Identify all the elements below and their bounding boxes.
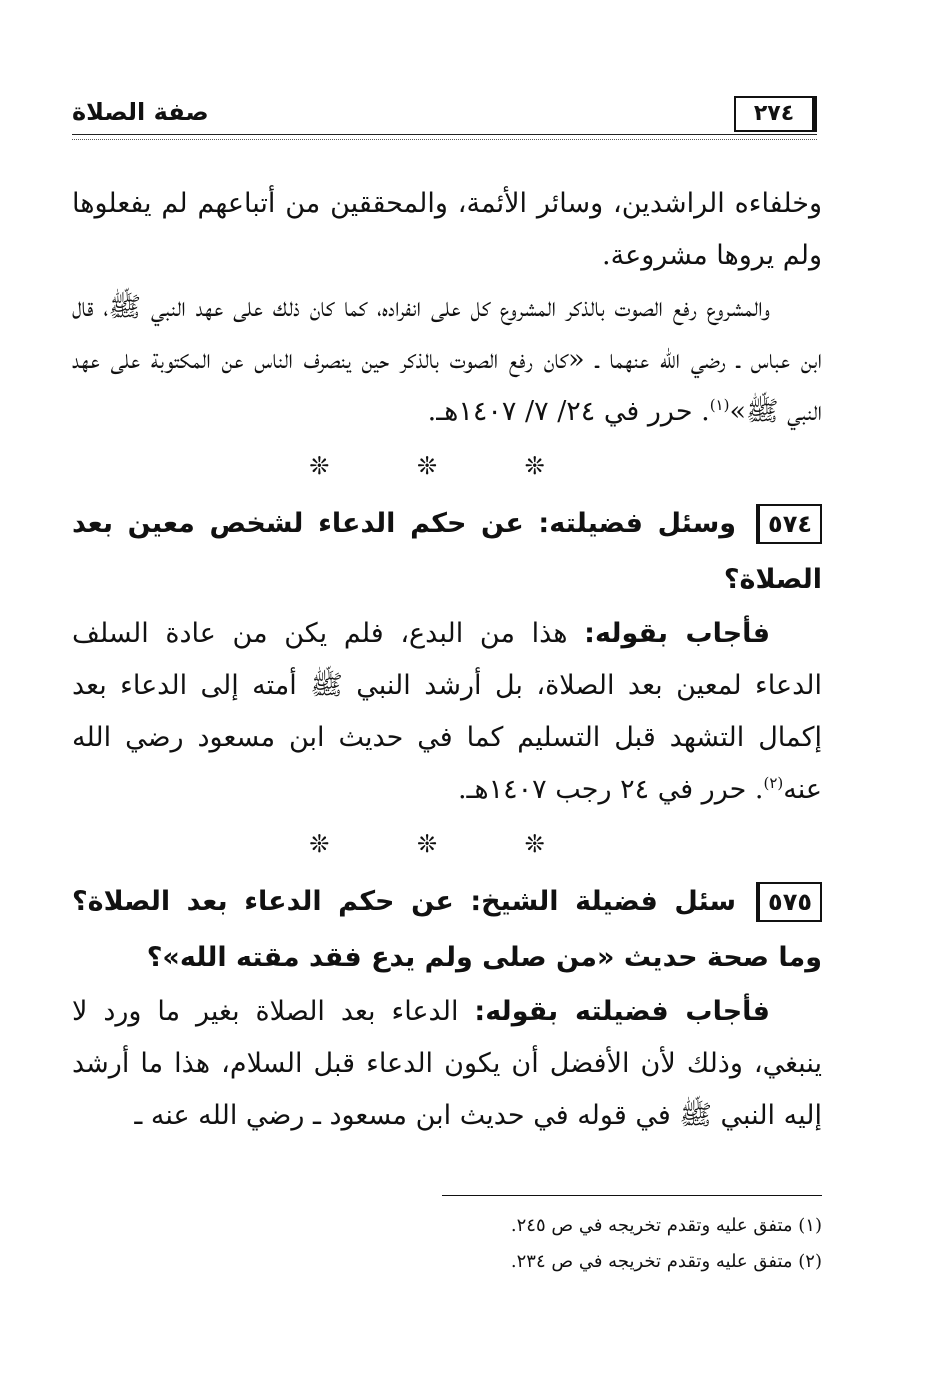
answer-575-lead: فأجاب فضيلته بقوله: [474,996,770,1027]
answer-574-text: هذا من البدع، فلم يكن من عادة السلف الدعاء لمعين بعد الصلاة، بل أرشد النبي ﷺ أمته إلى الدعاء بعد إكمال التشهد قبل التسليم كما في حديث ابن مسعود رضي الله عنه [72,618,822,805]
footnote-ref-2: (٢) [763,774,784,792]
answer-574-date: . حرر في ٢٤ رجب ١٤٠٧هـ. [457,774,764,805]
question-574-text: وسئل فضيلته: عن حكم الدعاء لشخص معين بعد الصلاة؟ [72,508,822,595]
answer-575-text: الدعاء بعد الصلاة بغير ما ورد لا ينبغي، وذلك لأن الأفضل أن يكون الدعاء قبل السلام، هذا ما أرشد إليه النبي ﷺ في قوله في حديث ابن مسعود ـ رضي الله عنه ـ [72,996,822,1131]
paragraph-2-text: والمشروع رفع الصوت بالذكر المشروع كل على انفراده، كما كان ذلك على عهد النبي ﷺ، قال ابن عباس ـ رضي الله عنهما ـ «كان رفع الصوت بالذكر حين ينصرف الناس عن المكتوبة على عهد النبي ﷺ» [72,292,822,427]
answer-574-lead: فأجاب بقوله: [584,618,770,649]
book-title: صفة الصلاة [72,98,209,126]
paragraph-1: وخلفاءه الراشدين، وسائر الأئمة، والمحققين من أتباعهم لم يفعلوها ولم يروها مشروعة. [72,188,822,271]
question-number-575: ٥٧٥ [756,882,822,922]
header-rule [72,134,817,135]
footnote-2: (٢) متفق عليه وتقدم تخريجه في ص ٢٣٤. [510,1251,822,1272]
footnote-1: (١) متفق عليه وتقدم تخريجه في ص ٢٤٥. [510,1215,822,1236]
question-575 [72,874,822,986]
answer-574 [72,608,822,816]
answer-575 [72,986,822,1142]
footnote-ref-1: (١) [709,396,730,414]
header-dotted-rule [72,139,817,140]
question-number-574: ٥٧٤ [756,504,822,544]
footnotes [222,1208,822,1280]
question-575-text: سئل فضيلة الشيخ: عن حكم الدعاء بعد الصلاة؟ وما صحة حديث «من صلى ولم يدع فقد مقته الله»؟ [72,886,822,973]
page-number: ٢٧٤ [734,96,817,132]
paragraph-2 [72,282,822,438]
section-separator: ❊ ❊ ❊ [309,452,585,480]
footnote-rule [442,1195,822,1196]
paragraph-2-date: . حرر في ٢٤/ ٧/ ١٤٠٧هـ. [427,396,710,427]
page-body [72,178,822,1142]
question-574 [72,496,822,608]
section-separator-2: ❊ ❊ ❊ [309,830,585,858]
running-header [72,96,817,144]
